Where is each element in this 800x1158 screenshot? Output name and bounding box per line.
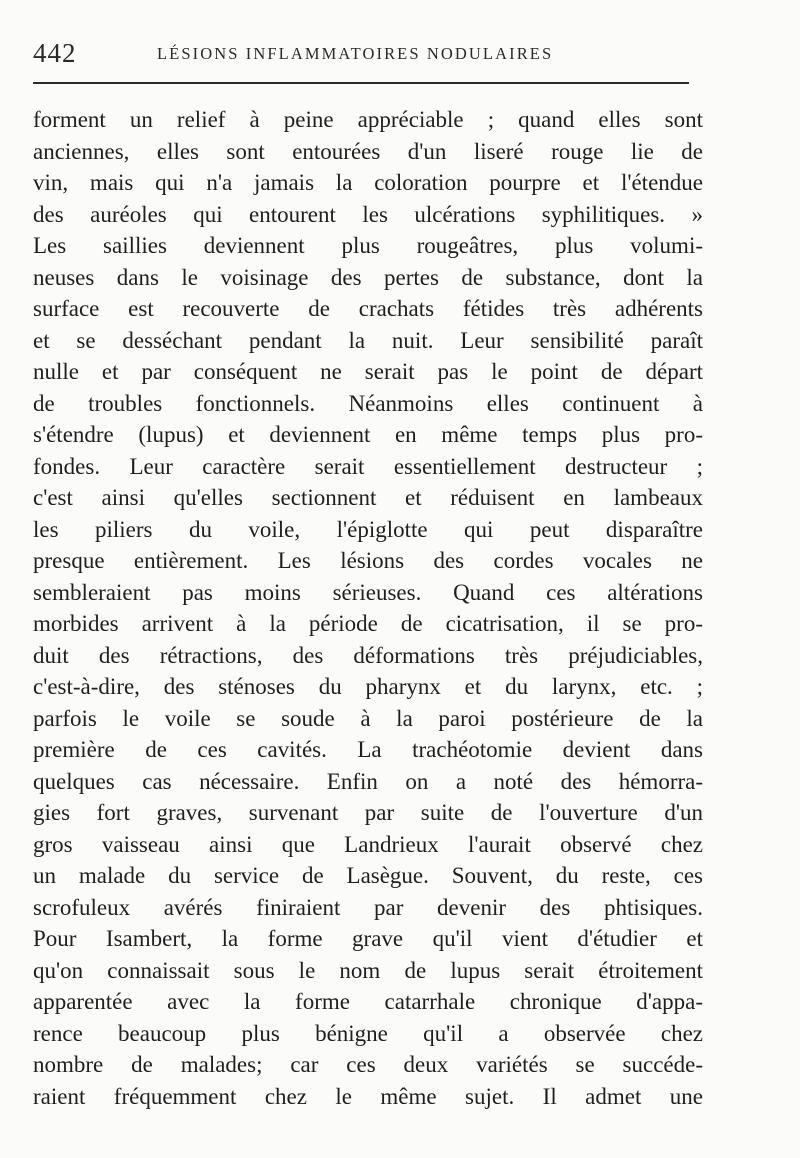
text-line: un malade du service de Lasègue. Souvent, du reste, ces xyxy=(33,863,703,888)
text-line: gros vaisseau ainsi que Landrieux l'aurait observé chez xyxy=(33,831,703,857)
text-line: apparentée avec la forme catarrhale chronique d'appa- xyxy=(33,989,703,1014)
text-line: les piliers du voile, l'épiglotte qui peut disparaître xyxy=(33,516,703,542)
text-line: des auréoles qui entourent les ulcérations syphilitiques. » xyxy=(33,201,703,227)
text-line: sembleraient pas moins sérieuses. Quand ces altérations xyxy=(33,579,703,605)
running-title: LÉSIONS INFLAMMATOIRES NODULAIRES xyxy=(157,44,554,63)
text-line: forment un relief à peine appréciable ; quand elles sont xyxy=(33,107,703,132)
text-line: scrofuleux avérés finiraient par devenir des phtisiques. xyxy=(33,894,703,920)
text-line: qu'on connaissait sous le nom de lupus serait étroitement xyxy=(33,957,703,983)
text-line: fondes. Leur caractère serait essentiellement destructeur ; xyxy=(33,453,703,479)
text-line: raient fréquemment chez le même sujet. Il admet une xyxy=(33,1083,703,1109)
text-line: Pour Isambert, la forme grave qu'il vient d'étudier et xyxy=(33,926,703,951)
text-line: parfois le voile se soude à la paroi postérieure de la xyxy=(33,705,703,731)
text-line: première de ces cavités. La trachéotomie devient dans xyxy=(33,737,703,762)
text-line: gies fort graves, survenant par suite de l'ouverture d'un xyxy=(33,800,703,825)
text-line: duit des rétractions, des déformations très préjudiciables, xyxy=(33,642,703,668)
text-line: s'étendre (lupus) et deviennent en même temps plus pro- xyxy=(33,422,703,447)
page-number: 442 xyxy=(33,38,77,68)
body-text xyxy=(33,104,703,1112)
text-line: morbides arrivent à la période de cicatrisation, il se pro- xyxy=(33,611,703,636)
text-line: vin, mais qui n'a jamais la coloration pourpre et l'étendue xyxy=(33,170,703,195)
text-line: nombre de malades; car ces deux variétés se succéde- xyxy=(33,1052,703,1077)
text-line: surface est recouverte de crachats fétides très adhérents xyxy=(33,296,703,321)
text-line: rence beaucoup plus bénigne qu'il a observée chez xyxy=(33,1020,703,1046)
text-line: c'est ainsi qu'elles sectionnent et réduisent en lambeaux xyxy=(33,485,703,510)
text-line: et se desséchant pendant la nuit. Leur sensibilité paraît xyxy=(33,327,703,353)
text-line: de troubles fonctionnels. Néanmoins elles continuent à xyxy=(33,390,703,416)
text-line: anciennes, elles sont entourées d'un liseré rouge lie de xyxy=(33,138,703,164)
text-line: Les saillies deviennent plus rougeâtres, plus volumi- xyxy=(33,233,703,258)
text-line: presque entièrement. Les lésions des cordes vocales ne xyxy=(33,548,703,573)
header-rule xyxy=(33,82,689,84)
text-line: c'est-à-dire, des sténoses du pharynx et du larynx, etc. ; xyxy=(33,674,703,699)
text-line: quelques cas nécessaire. Enfin on a noté des hémorra- xyxy=(33,768,703,794)
text-line: neuses dans le voisinage des pertes de substance, dont la xyxy=(33,264,703,290)
page-header xyxy=(33,38,693,72)
text-line: nulle et par conséquent ne serait pas le point de départ xyxy=(33,359,703,384)
